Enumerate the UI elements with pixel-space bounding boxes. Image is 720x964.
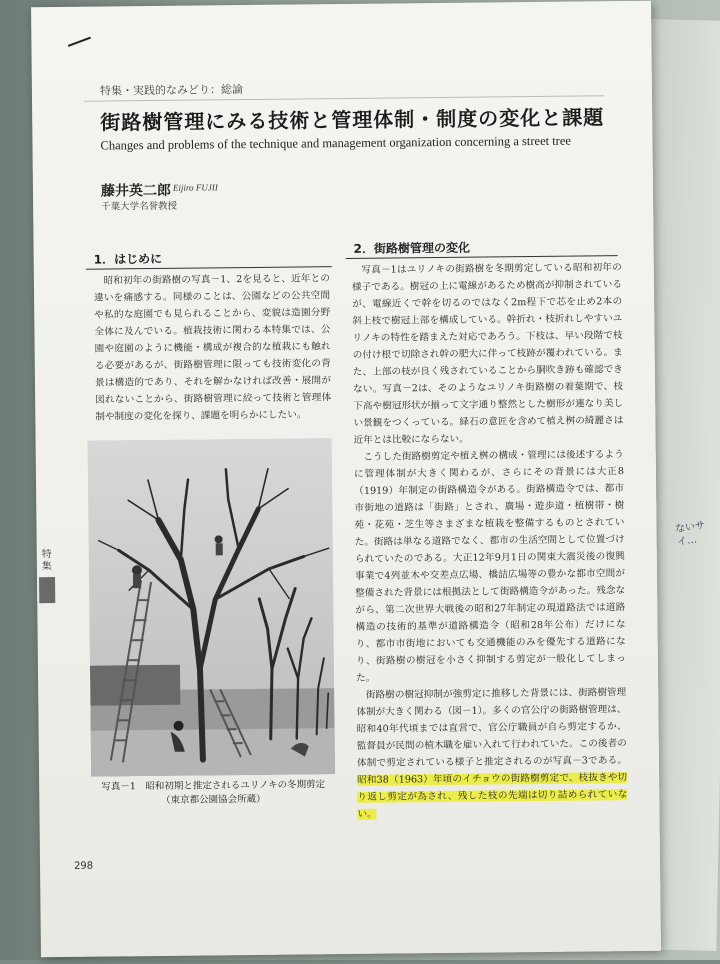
section-1-heading: 1．はじめに	[93, 251, 163, 267]
photo-street-tree-pruning	[88, 438, 336, 777]
photo-caption-credit: （東京都公園協会所蔵）	[161, 793, 266, 806]
pen-mark	[68, 37, 91, 47]
highlighted-text: 昭和38（1963）年頃のイチョウの街路樹剪定で、枝抜きや切り返し剪定が為され、残した枝の先端は切り詰められていない。	[357, 772, 628, 820]
article-title-english: Changes and problems of the technique and management organization concerning a street tree	[100, 133, 571, 153]
document-page	[31, 1, 661, 957]
section-2-paragraph-2: こうした街路樹剪定や植え桝の構成・管理には後述するように管理体制が大きく関わるが、さらにその背景には大正8（1919）年制定の街路構造令がある。街路構造令では、都市市街地の道路は「街路」とされ、廣場・遊歩道・植樹帯・樹苑・花苑・芝生等さまざまな植栽を整備するものとされていた。街路は単なる道路でなく、都市の生活空間として位置づけられていたのである。大正12年9月1日の関東大震災後の復興事業で4列並木や交差点広場、橋詰広場等の豊かな都市空間が整備された背景には根拠法として街路構造令があった。残念ながら、第二次世界大戦後の昭和27年制定の現道路法では道路構造の技術的基準が道路構造令（昭和28年公布）だけになり、都市市街地においても交通機能のみを優先する道路になり、街路樹の樹冠を小さく抑制する剪定が一般化してしまった。	[353, 449, 626, 684]
section-tag: 特集・実践的なみどり：総論	[99, 83, 243, 98]
photo-caption-title: 写真－1 昭和初期と推定されるユリノキの冬期剪定	[101, 779, 326, 793]
author-name: 藤井英二郎	[100, 182, 172, 200]
article-title: 街路樹管理にみる技術と管理体制・制度の変化と課題	[100, 105, 605, 135]
photo-caption	[99, 778, 327, 808]
author-affiliation: 千葉大学名誉教授	[101, 200, 178, 213]
side-tab-label: 特集	[41, 549, 52, 573]
section-1-paragraph: 昭和初年の街路樹の写真－1、2を見ると、近年との違いを痛感する。同様のことは、公園などの公共空間や私的な庭園でも見られることから、変貌は造園分野全体に及んでいる。植栽技術に関わる本特集では、公園や庭園のように機能・構成が複合的な植栽にも触れる必要があるが、街路樹管理に限っても技術変化の背景は構造的であり、それを解かなければ改善・展開が図れないことから、街路樹管理に絞って技術と管理体制や制度の変化を探り、課題を明らかにしたい。	[94, 273, 332, 423]
section-2-paragraph-3	[356, 684, 627, 823]
section-2-heading: 2．街路樹管理の変化	[353, 240, 471, 256]
side-tab-marker	[39, 577, 55, 603]
tree-pruning-photo-illustration	[88, 438, 336, 777]
section-2-paragraph-3-text: 街路樹の樹冠抑制が強剪定に推移した背景には、街路樹管理体制が大きく関わる（図－1）。多くの官公庁の街路樹管理は、昭和40年代頃までは直営で、官公庁職員が自ら剪定するか、監督員が民間の植木職を雇い入れて行われていた。この後者の体制で剪定されている様子と推定されるのが写真－3である。	[356, 687, 628, 769]
section-2-body	[352, 259, 628, 823]
page-number: 298	[73, 860, 94, 872]
handwritten-note: ないサイ…	[674, 520, 706, 548]
author-name-roman: Eijiro FUJII	[172, 182, 218, 193]
section-2-paragraph-1: 写真－1はユリノキの街路樹を冬期剪定している昭和初年の様子である。樹冠の上に電線があるため樹高が抑制されているが、電線近くで幹を切るのではなく2m程下で芯を止め2本の斜上枝で樹冠上部を構成している。幹折れ・枝折れしやすいユリノキの特性を踏まえた対応であろう。下枝は、早い段階で枝の付け根で切除され幹の肥大に伴って枝跡が覆われている。また、上部の枝が良く残されていることから胴吹き跡も確認できない。写真－2は、そのようなユリノキ街路樹の着葉期で、枝下高や樹冠形状が揃って文字通り整然とした樹形が連なり美しい景観をつくっている。緑石の意匠を含めて植え桝の綺麗さは近年とは比較にならない。	[351, 262, 624, 446]
section-1-body	[94, 270, 332, 425]
